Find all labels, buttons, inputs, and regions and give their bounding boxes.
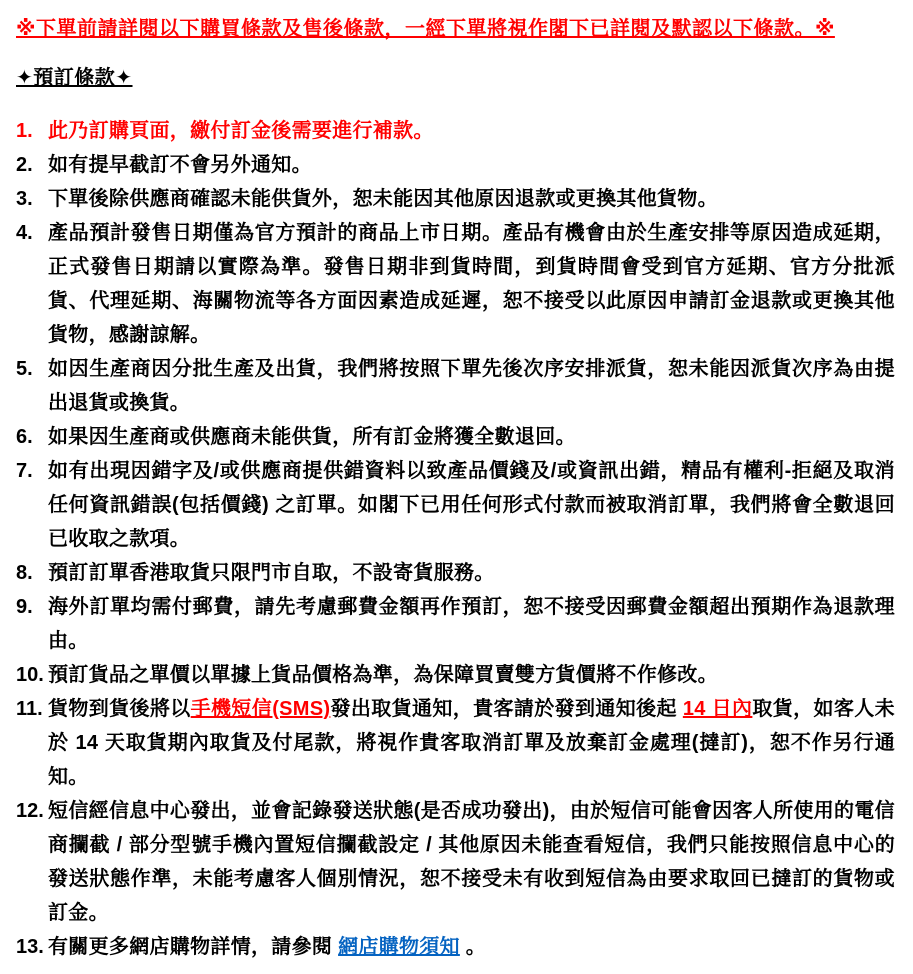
terms-list (16, 114, 895, 964)
term-number: 13. (16, 936, 44, 958)
term-text (48, 454, 895, 556)
term-text-segment: 如因生產商因分批生產及出貨，我們將按照下單先後次序安排派貨，恕未能因派貨次序為由提出退貨或換貨。 (48, 358, 895, 414)
purchase-notice-header: ※下單前請詳閱以下購買條款及售後條款，一經下單將視作閣下已詳閱及默認以下條款。※ (16, 18, 835, 40)
term-item (16, 590, 895, 658)
term-text (48, 556, 895, 590)
term-text (48, 930, 895, 964)
term-number: 9. (16, 596, 33, 618)
term-text (48, 182, 895, 216)
term-text (48, 794, 895, 930)
term-item (16, 658, 895, 692)
term-item (16, 454, 895, 556)
term-text-segment: 如有出現因錯字及/或供應商提供錯資料以致產品價錢及/或資訊出錯，精品有權利-拒絕及取消任何資訊錯誤(包括價錢) 之訂單。如閣下已用任何形式付款而被取消訂單，我們將會全數退回已收取之款項。 (48, 460, 895, 550)
term-text-segment: 預訂貨品之單價以單據上貨品價格為準，為保障買賣雙方貨價將不作修改。 (48, 664, 718, 686)
term-text (48, 658, 895, 692)
term-text (48, 692, 895, 794)
term-text-segment: 14 日內 (682, 698, 753, 720)
term-text-segment: 海外訂單均需付郵費，請先考慮郵費金額再作預訂，恕不接受因郵費金額超出預期作為退款理由。 (48, 596, 895, 652)
term-item (16, 794, 895, 930)
term-item (16, 352, 895, 420)
term-text-segment: 如有提早截訂不會另外通知。 (48, 154, 312, 176)
term-text (48, 148, 895, 182)
term-text (48, 420, 895, 454)
term-text-segment: 短信經信息中心發出，並會記錄發送狀態(是否成功發出)，由於短信可能會因客人所使用的電信商攔截 / 部分型號手機內置短信攔截設定 / 其他原因未能查看短信，我們只能按照信息中心的發送狀態作準，未能考慮客人個別情況，恕不接受未有收到短信為由要求取回已撻訂的貨物或訂金。 (48, 800, 895, 924)
term-text-segment: 預訂訂單香港取貨只限門市自取，不設寄貨服務。 (48, 562, 495, 584)
term-number: 2. (16, 154, 33, 176)
term-text-segment: 此乃訂購頁面，繳付訂金後需要進行補款。 (48, 120, 434, 142)
term-number: 6. (16, 426, 33, 448)
term-number: 8. (16, 562, 33, 584)
term-number: 3. (16, 188, 33, 210)
term-text (48, 590, 895, 658)
term-text-segment: 產品預計發售日期僅為官方預計的商品上市日期。產品有機會由於生產安排等原因造成延期，正式發售日期請以實際為準。發售日期非到貨時間，到貨時間會受到官方延期、官方分批派貨、代理延期、海關物流等各方面因素造成延遲，恕不接受以此原因申請訂金退款或更換其他貨物，感謝諒解。 (48, 222, 895, 346)
term-number: 1. (16, 120, 33, 142)
term-text-segment: 下單後除供應商確認未能供貨外，恕未能因其他原因退款或更換其他貨物。 (48, 188, 718, 210)
term-text-segment: 貨物到貨後將以 (48, 698, 191, 720)
term-number: 7. (16, 460, 33, 482)
term-text (48, 216, 895, 352)
term-item (16, 216, 895, 352)
term-text-segment: 發出取貨通知，貴客請於發到通知後起 (330, 698, 683, 720)
term-number: 12. (16, 800, 44, 822)
term-number: 10. (16, 664, 44, 686)
term-number: 5. (16, 358, 33, 380)
term-text-segment: 如果因生產商或供應商未能供貨，所有訂金將獲全數退回。 (48, 426, 576, 448)
term-text (48, 114, 895, 148)
shop-guide-link[interactable]: 網店購物須知 (338, 936, 460, 958)
term-item (16, 148, 895, 182)
term-text-segment: 有關更多網店購物詳情，請參閱 (48, 936, 339, 958)
term-text-segment: 手機短信(SMS) (190, 698, 331, 720)
section-title-preorder-terms: ✦預訂條款✦ (16, 67, 133, 89)
term-item (16, 182, 895, 216)
term-text (48, 352, 895, 420)
term-item (16, 556, 895, 590)
term-item (16, 114, 895, 148)
term-text-segment: 。 (459, 936, 487, 958)
term-text-segment: 取貨，如客人未於 14 天取貨期內取貨及付尾款，將視作貴客取消訂單及放棄訂金處理(撻訂)，恕不作另行通知。 (48, 698, 895, 788)
term-item (16, 930, 895, 964)
term-item (16, 420, 895, 454)
term-number: 4. (16, 222, 33, 244)
term-number: 11. (16, 698, 43, 720)
term-item (16, 692, 895, 794)
